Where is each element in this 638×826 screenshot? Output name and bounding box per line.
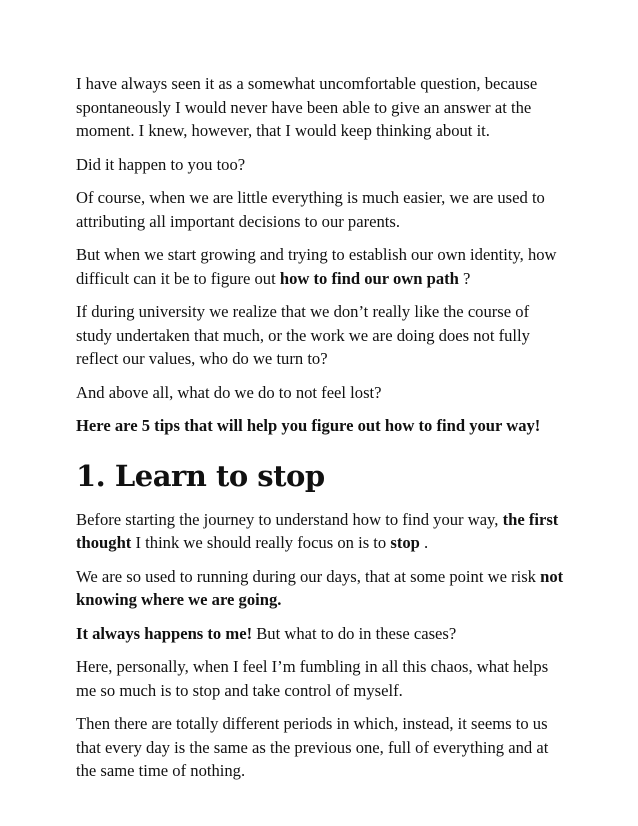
tips-lead-text: Here are 5 tips that will help you figure out how to find your way! (76, 416, 541, 435)
intro-paragraph-4-end: ? (458, 268, 471, 288)
section-paragraph-3-text: But what to do in these cases? (252, 623, 457, 643)
section-paragraph-4: Here, personally, when I feel I’m fumbling in all this chaos, what helps me so much is to stop and take control of myself. (76, 657, 549, 700)
section-heading: 1. Learn to stop (76, 458, 325, 493)
section-paragraph-2 (76, 565, 568, 612)
intro-paragraph-1: I have always seen it as a somewhat uncomfortable question, because spontaneously I would never have been able to give an answer at the moment. I knew, however, that I would keep thinking about it. (76, 74, 538, 140)
section-paragraph-1-bold-a: the first thought (76, 509, 559, 552)
section-paragraph-1-text-c: . (419, 533, 429, 552)
intro-paragraph-2: Did it happen to you too? (76, 154, 246, 174)
section-paragraph-3-bold: It always happens to me! (76, 623, 253, 643)
section-paragraph-3 (76, 622, 568, 646)
section-paragraph-5: Then there are totally different periods in which, instead, it seems to us that every day is the same as the previous one, full of everything and at the same time of nothing. (76, 714, 549, 780)
intro-paragraph-7 (76, 414, 568, 438)
section-paragraph-2-text: We are so used to running during our days, that at some point we risk (76, 566, 541, 586)
intro-paragraph-6: And above all, what do we do to not feel lost? (76, 382, 382, 402)
section-paragraph-1-text-a: Before starting the journey to understand how to find your way, (76, 509, 503, 529)
section-paragraph-1-bold-b: stop (390, 533, 420, 552)
section-paragraph-1 (76, 508, 568, 555)
section-paragraph-2-bold: not knowing where we are going. (76, 566, 564, 609)
intro-paragraph-4-bold: how to find our own path (279, 268, 459, 288)
intro-paragraph-5: If during university we realize that we don’t really like the course of study undertaken that much, or the work we are doing does not fully reflect our values, who do we turn to? (76, 302, 530, 368)
intro-paragraph-4 (76, 243, 568, 290)
intro-paragraph-3: Of course, when we are little everything is much easier, we are used to attributing all important decisions to our parents. (76, 188, 545, 231)
intro-paragraph-4-text: But when we start growing and trying to establish our own identity, how difficult can it be to figure out (76, 245, 557, 288)
section-paragraph-1-text-b: I think we should really focus on is to (131, 533, 391, 552)
